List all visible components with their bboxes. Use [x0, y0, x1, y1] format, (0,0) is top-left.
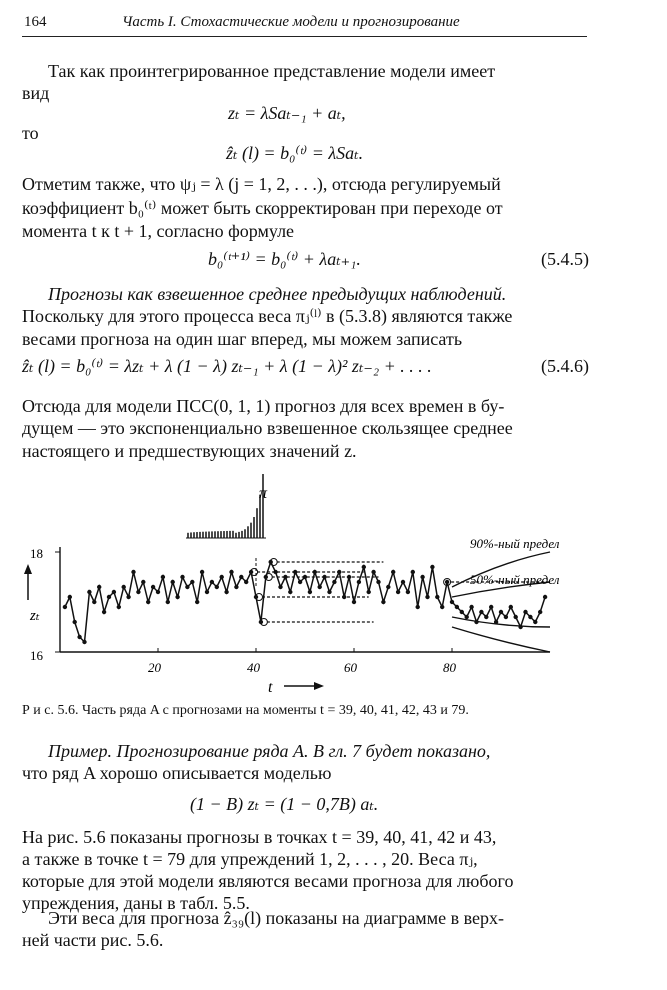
equation: b₀⁽ᵗ⁺¹⁾ = b₀⁽ᵗ⁾ + λaₜ₊₁. — [208, 249, 361, 269]
paragraph-line: Эти веса для прогноза ẑ₃₉(l) показаны на диаграмме в верх- — [48, 908, 504, 928]
paragraph-line: Отметим также, что ψⱼ = λ (j = 1, 2, . . .), отсюда регулируемый — [22, 174, 501, 194]
data-point — [425, 595, 429, 599]
data-point — [288, 590, 292, 594]
data-point — [180, 575, 184, 579]
equation: (1 − B) zₜ = (1 − 0,7B) aₜ. — [190, 794, 379, 814]
x-direction-arrowhead — [314, 682, 324, 690]
data-point — [504, 615, 508, 619]
data-point — [161, 575, 165, 579]
data-point — [533, 620, 537, 624]
paragraph-line: а также в точке t = 79 для упреждений 1, 2, . . . , 20. Веса πⱼ, — [22, 849, 478, 869]
y-tick-label: 16 — [30, 648, 43, 663]
paragraph-line: Пример. Прогнозирование ряда A. В гл. 7 будет показано, — [48, 741, 491, 761]
data-point — [523, 610, 527, 614]
data-point — [332, 580, 336, 584]
data-point — [92, 600, 96, 604]
data-point — [327, 590, 331, 594]
data-point — [479, 610, 483, 614]
paragraph-line: момента t к t + 1, согласно формуле — [22, 221, 295, 241]
data-point — [126, 595, 130, 599]
paragraph-line: настоящего и предшествующих значений z. — [22, 441, 357, 461]
data-point — [97, 585, 101, 589]
equation: ẑₜ (l) = b₀⁽ᵗ⁾ = λSaₜ. — [226, 143, 364, 163]
data-point — [362, 565, 366, 569]
data-point — [131, 570, 135, 574]
paragraph-line: то — [22, 123, 39, 143]
data-point — [224, 590, 228, 594]
data-point — [514, 615, 518, 619]
data-point — [411, 570, 415, 574]
data-point — [107, 595, 111, 599]
data-point — [234, 585, 238, 589]
lower-90-limit — [452, 627, 550, 652]
limit-50-label: 50%-ный предел — [470, 572, 560, 587]
paragraph-line: которые для этой модели являются весами прогноза для любого — [22, 871, 514, 891]
data-point — [371, 570, 375, 574]
data-point — [87, 590, 91, 594]
paragraph-line: На рис. 5.6 показаны прогнозы в точках t = 39, 40, 41, 42 и 43, — [22, 827, 497, 847]
paragraph-line: упреждения, даны в табл. 5.5. — [22, 893, 250, 913]
paragraph-line: Поскольку для этого процесса веса πⱼ⁽ˡ⁾ в (5.3.8) являются также — [22, 306, 513, 326]
data-point — [141, 580, 145, 584]
figure-5-6-plot — [0, 470, 667, 698]
data-point — [528, 615, 532, 619]
x-tick-label: 80 — [443, 660, 456, 675]
paragraph-line: дущем — это экспоненциально взвешенное скользящее среднее — [22, 418, 513, 438]
data-point — [63, 605, 67, 609]
data-point — [465, 615, 469, 619]
data-point — [445, 580, 449, 584]
pi-weights-diagram — [186, 474, 266, 538]
data-point — [73, 620, 77, 624]
data-point — [175, 595, 179, 599]
data-point — [112, 590, 116, 594]
paragraph-line: Так как проинтегрированное представление модели имеет — [48, 61, 496, 81]
data-point — [136, 590, 140, 594]
data-point — [229, 570, 233, 574]
data-point — [166, 600, 170, 604]
equation-number: (5.4.6) — [541, 356, 589, 376]
data-point — [156, 590, 160, 594]
y-direction-arrowhead — [24, 564, 32, 574]
data-point — [102, 610, 106, 614]
data-point — [205, 590, 209, 594]
data-point — [308, 590, 312, 594]
data-point — [190, 580, 194, 584]
data-point — [352, 600, 356, 604]
data-point — [430, 565, 434, 569]
data-point — [416, 605, 420, 609]
data-point — [185, 585, 189, 589]
paragraph-line: что ряд A хорошо описывается моделью — [22, 763, 332, 783]
data-point — [77, 635, 81, 639]
data-point — [509, 605, 513, 609]
data-point — [171, 580, 175, 584]
data-point — [538, 610, 542, 614]
data-point — [376, 580, 380, 584]
data-point — [239, 575, 243, 579]
paragraph-line: Отсюда для модели ПСС(0, 1, 1) прогноз для всех времен в бу- — [22, 396, 505, 416]
data-point — [244, 580, 248, 584]
paragraph-line: ней части рис. 5.6. — [22, 930, 164, 950]
data-point — [210, 580, 214, 584]
page-number: 164 — [24, 14, 47, 30]
data-point — [386, 585, 390, 589]
data-point — [117, 605, 121, 609]
figure-caption: Р и с. 5.6. Часть ряда A с прогнозами на моменты t = 39, 40, 41, 42, 43 и 79. — [22, 703, 469, 718]
limit-90-label: 90%-ный предел — [470, 536, 560, 551]
data-point — [499, 610, 503, 614]
data-point — [82, 640, 86, 644]
data-point — [460, 610, 464, 614]
data-point — [435, 595, 439, 599]
data-point — [195, 600, 199, 604]
data-point — [381, 600, 385, 604]
equation-number: (5.4.5) — [541, 249, 589, 269]
data-point — [391, 570, 395, 574]
data-point — [146, 600, 150, 604]
data-point — [318, 585, 322, 589]
data-point — [489, 605, 493, 609]
data-point — [420, 575, 424, 579]
running-header — [22, 14, 587, 37]
plot-axes — [24, 547, 550, 690]
paragraph-line: коэффициент b₀⁽ᵗ⁾ может быть скорректирован при переходе от — [22, 198, 503, 218]
data-point — [122, 585, 126, 589]
data-point — [151, 585, 155, 589]
probability-limits — [452, 552, 550, 652]
pi-label: π — [259, 485, 268, 502]
data-point — [450, 600, 454, 604]
data-point — [367, 590, 371, 594]
x-tick-label: 20 — [148, 660, 161, 675]
running-title: Часть I. Стохастические модели и прогнозирование — [122, 14, 460, 30]
x-axis-label: t — [268, 679, 273, 696]
x-tick-label: 40 — [247, 660, 260, 675]
equation: zₜ = λSaₜ₋₁ + aₜ, — [228, 103, 346, 123]
data-point — [455, 605, 459, 609]
data-point — [543, 595, 547, 599]
data-point — [357, 580, 361, 584]
y-tick-label: 18 — [30, 546, 43, 561]
data-point — [396, 590, 400, 594]
paragraph-line: весами прогноза на один шаг вперед, мы можем записать — [22, 329, 463, 349]
equation: ẑₜ (l) = b₀⁽ᵗ⁾ = λzₜ + λ (1 − λ) zₜ₋₁ + λ (1 − λ)² zₜ₋₂ + . . . . — [22, 356, 432, 376]
data-point — [278, 585, 282, 589]
y-axis-label: zₜ — [30, 608, 40, 624]
data-point — [440, 605, 444, 609]
data-point — [401, 580, 405, 584]
data-point — [200, 570, 204, 574]
paragraph-line: Прогнозы как взвешенное среднее предыдущих наблюдений. — [48, 284, 507, 304]
data-point — [484, 615, 488, 619]
data-point — [68, 595, 72, 599]
data-point — [215, 585, 219, 589]
x-tick-label: 60 — [344, 660, 357, 675]
data-point — [298, 580, 302, 584]
data-point — [406, 590, 410, 594]
data-point — [220, 575, 224, 579]
paragraph-line: вид — [22, 83, 50, 103]
data-point — [469, 605, 473, 609]
